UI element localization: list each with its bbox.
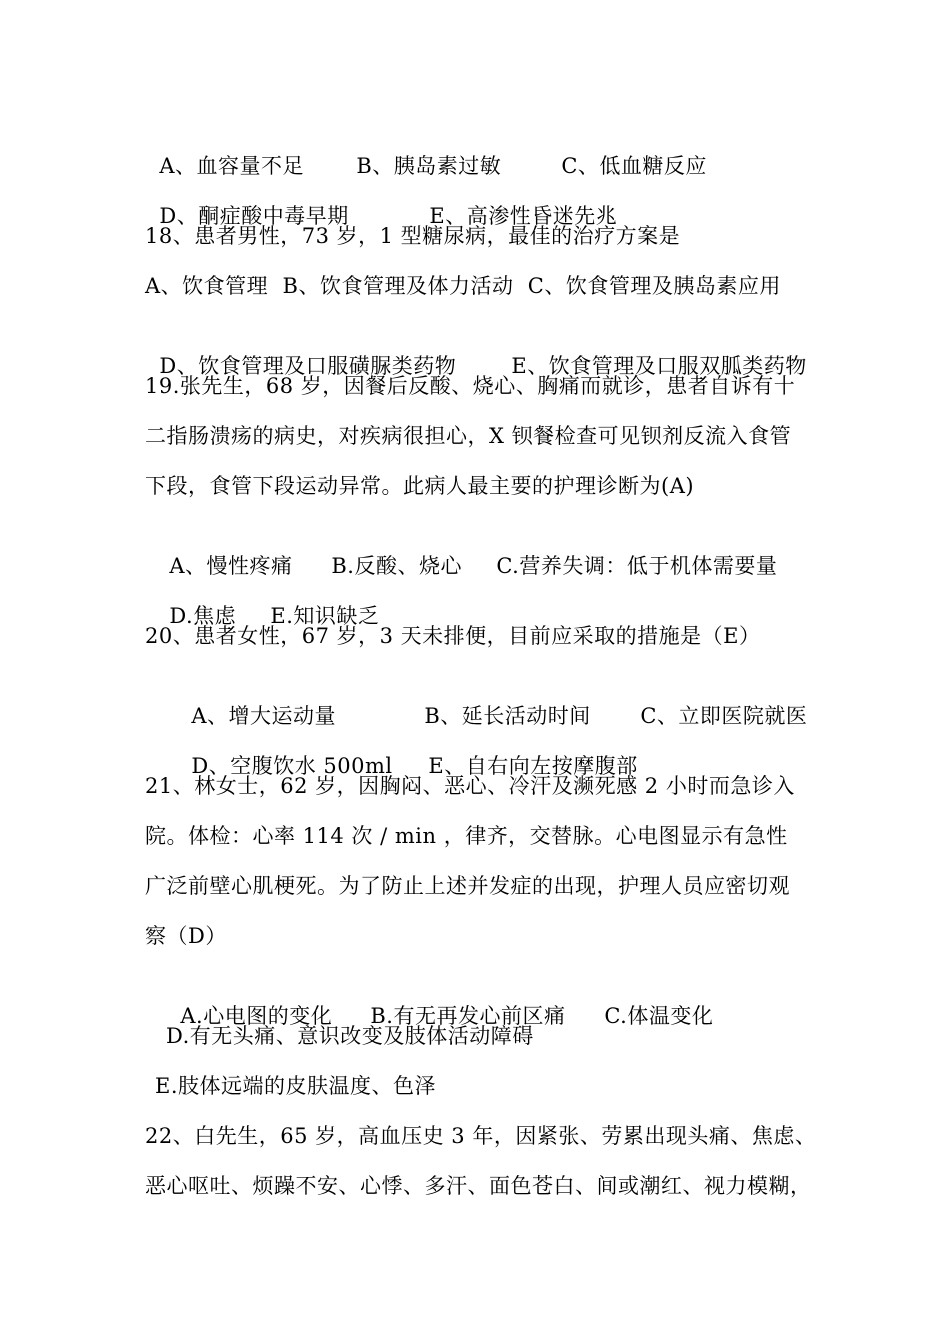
question-22: 22、白先生，65 岁，高血压史 3 年，因紧张、劳累出现头痛、焦虑、 [145,1124,817,1148]
option-d: D.有无头痛、意识改变及肢体活动障碍 [166,1024,534,1048]
option-e: E、高渗性昏迷先兆 [429,204,618,228]
option-b: B.反酸、烧心 [331,554,462,578]
question-21-cont: 广泛前壁心肌梗死。为了防止上述并发症的出现，护理人员应密切观 [145,874,790,898]
question-20: 20、患者女性，67 岁，3 天未排便，目前应采取的措施是（E） [145,624,761,648]
option-d: D、酮症酸中毒早期 [159,204,349,228]
question-19: 19.张先生，68 岁，因餐后反酸、烧心、胸痛而就诊，患者自诉有十 [145,374,796,398]
option-b: B.有无再发心前区痛 [370,1004,566,1028]
option-a: A、血容量不足 [159,154,305,178]
question-19-cont: 二指肠溃疡的病史，对疾病很担心，X 钡餐检查可见钡剂反流入食管 [145,424,792,448]
option-a: A.心电图的变化 [180,1004,333,1028]
option-a: A、慢性疼痛 [169,554,293,578]
question-21-cont: 察（D） [145,924,227,948]
option-c: C、立即医院就医 [640,704,808,728]
question-18: 18、患者男性，73 岁，1 型糖尿病，最佳的治疗方案是 [145,224,681,248]
option-e: E.知识缺乏 [270,604,380,628]
option-d: D.焦虑 [169,604,237,628]
option-c: C.体温变化 [604,1004,714,1028]
option-c: C、低血糖反应 [561,154,707,178]
option-b: B、延长活动时间 [424,704,591,728]
option-d: D、饮食管理及口服磺脲类药物 [159,354,457,378]
option-a: A、增大运动量 [191,704,337,728]
question-21: 21、林女士，62 岁，因胸闷、恶心、冷汗及濒死感 2 小时而急诊入 [145,774,795,798]
question-19-cont: 下段，食管下段运动异常。此病人最主要的护理诊断为(A) [145,474,695,498]
option-line: A、饮食管理 B、饮食管理及体力活动 C、饮食管理及胰岛素应用 [145,274,781,298]
option-e: E、饮食管理及口服双胍类药物 [511,354,807,378]
option-d: D、空腹饮水 500ml [191,754,393,778]
option-c: C.营养失调：低于机体需要量 [496,554,778,578]
option-e: E、自右向左按摩腹部 [428,754,638,778]
question-22-cont: 恶心呕吐、烦躁不安、心悸、多汗、面色苍白、间或潮红、视力模糊， [145,1174,812,1198]
option-e: E.肢体远端的皮肤温度、色泽 [155,1074,437,1098]
question-21-cont: 院。体检：心率 114 次 / min ，律齐，交替脉。心电图显示有急性 [145,824,788,848]
option-b: B、胰岛素过敏 [356,154,502,178]
